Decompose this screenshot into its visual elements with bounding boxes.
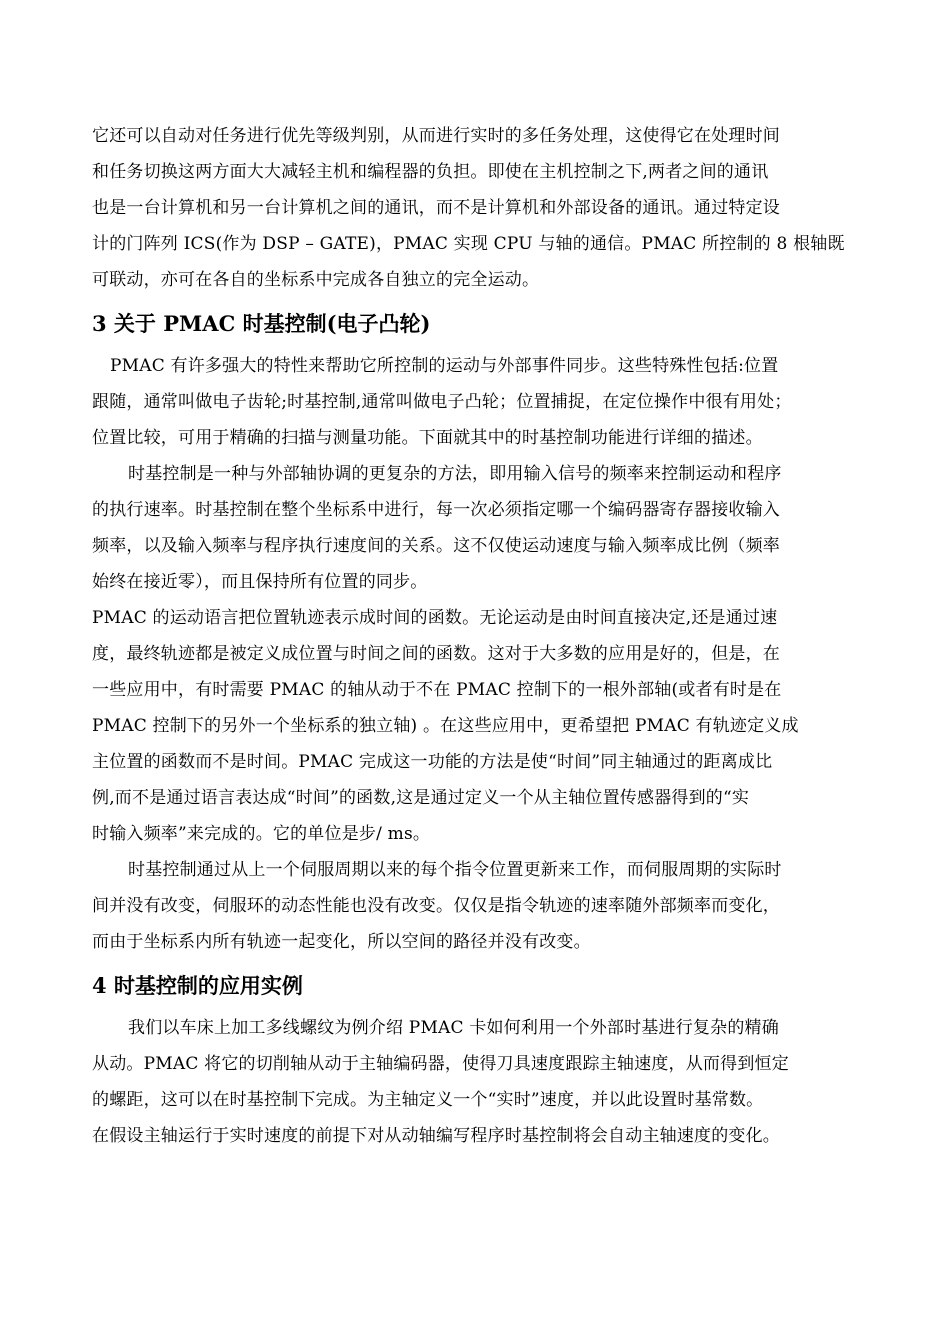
- text-line: 一些应用中，有时需要 PMAC 的轴从动于不在 PMAC 控制下的一根外部轴(或者有时是在: [92, 680, 782, 700]
- paragraph-servo-cycle: [92, 852, 872, 960]
- text-line: 跟随，通常叫做电子齿轮;时基控制,通常叫做电子凸轮；位置捕捉，在定位操作中很有用处；: [92, 392, 792, 412]
- text-line: 和任务切换这两方面大大减轻主机和编程器的负担。即使在主机控制之下,两者之间的通讯: [92, 162, 769, 182]
- paragraph-sync-features: [92, 348, 872, 456]
- paragraph-motion-language: [92, 600, 872, 852]
- text-line: 始终在接近零），而且保持所有位置的同步。: [92, 572, 428, 592]
- text-line: PMAC 的运动语言把位置轨迹表示成时间的函数。无论运动是由时间直接决定,还是通过速: [92, 608, 778, 628]
- paragraph-application-example: [92, 1010, 872, 1154]
- text-line: 我们以车床上加工多线螺纹为例介绍 PMAC 卡如何利用一个外部时基进行复杂的精确: [128, 1018, 779, 1038]
- text-line: 例,而不是通过语言表达成“时间”的函数,这是通过定义一个从主轴位置传感器得到的“实: [92, 788, 750, 808]
- text-line: 频率，以及输入频率与程序执行速度间的关系。这不仅使运动速度与输入频率成比例（频率: [92, 536, 780, 556]
- text-line: PMAC 有许多强大的特性来帮助它所控制的运动与外部事件同步。这些特殊性包括:位置: [110, 356, 779, 376]
- text-line: 可联动，亦可在各自的坐标系中完成各自独立的完全运动。: [92, 270, 540, 290]
- paragraph-timebase-definition: [92, 456, 872, 600]
- text-line: 从动。PMAC 将它的切削轴从动于主轴编码器，使得刀具速度跟踪主轴速度，从而得到恒定: [92, 1054, 789, 1074]
- text-line: 主位置的函数而不是时间。PMAC 完成这一功能的方法是使“时间”同主轴通过的距离成比: [92, 752, 773, 772]
- document-page: [92, 118, 872, 1154]
- text-line: 时输入频率”来完成的。它的单位是步/ ms。: [92, 824, 431, 844]
- text-line: 位置比较，可用于精确的扫描与测量功能。下面就其中的时基控制功能进行详细的描述。: [92, 428, 763, 448]
- text-line: 也是一台计算机和另一台计算机之间的通讯，而不是计算机和外部设备的通讯。通过特定设: [92, 198, 780, 218]
- text-line: 间并没有改变，伺服环的动态性能也没有改变。仅仅是指令轨迹的速率随外部频率而变化，: [92, 896, 780, 916]
- text-line: PMAC 控制下的另外一个坐标系的独立轴) 。在这些应用中，更希望把 PMAC 有轨迹定义成: [92, 716, 799, 736]
- text-line: 时基控制通过从上一个伺服周期以来的每个指令位置更新来工作，而伺服周期的实际时: [128, 860, 782, 880]
- section-heading-4: 4 时基控制的应用实例: [92, 973, 303, 998]
- text-line: 而由于坐标系内所有轨迹一起变化，所以空间的路径并没有改变。: [92, 932, 591, 952]
- paragraph-intro: [92, 118, 872, 298]
- section-heading-3: 3 关于 PMAC 时基控制(电子凸轮): [92, 311, 431, 336]
- text-line: 的执行速率。时基控制在整个坐标系中进行，每一次必须指定哪一个编码器寄存器接收输入: [92, 500, 780, 520]
- text-line: 在假设主轴运行于实时速度的前提下对从动轴编写程序时基控制将会自动主轴速度的变化。: [92, 1126, 780, 1146]
- text-line: 时基控制是一种与外部轴协调的更复杂的方法，即用输入信号的频率来控制运动和程序: [128, 464, 782, 484]
- text-line: 的螺距，这可以在时基控制下完成。为主轴定义一个“实时”速度，并以此设置时基常数。: [92, 1090, 764, 1110]
- text-line: 计的门阵列 ICS(作为 DSP – GATE)，PMAC 实现 CPU 与轴的通信。PMAC 所控制的 8 根轴既: [92, 234, 845, 254]
- text-line: 它还可以自动对任务进行优先等级判别，从而进行实时的多任务处理，这使得它在处理时间: [92, 126, 780, 146]
- text-line: 度，最终轨迹都是被定义成位置与时间之间的函数。这对于大多数的应用是好的，但是，在: [92, 644, 780, 664]
